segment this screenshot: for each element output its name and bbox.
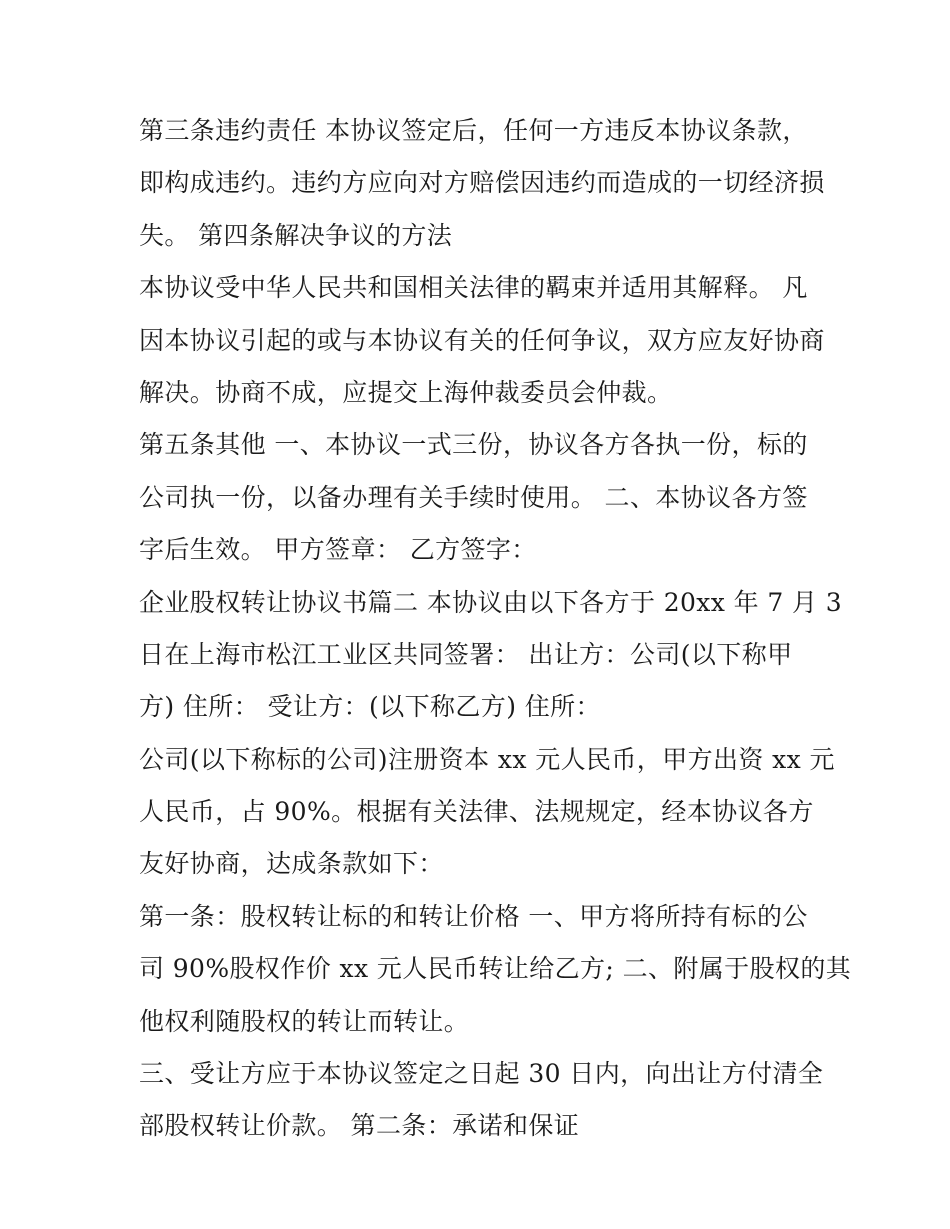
document-body xyxy=(139,105,852,1153)
text-line: 企业股权转让协议书篇二 本协议由以下各方于 20xx 年 7 月 3 xyxy=(139,587,843,617)
text-line: 三、受让方应于本协议签定之日起 30 日内，向出让方付清全 xyxy=(139,1059,824,1089)
text-line: 友好协商，达成条款如下： xyxy=(139,849,444,879)
text-line: 即构成违约。违约方应向对方赔偿因违约而造成的一切经济损 xyxy=(139,168,825,198)
text-line: 解决。协商不成，应提交上海仲裁委员会仲裁。 xyxy=(139,377,673,407)
text-line: 司 90%股权作价 xx 元人民币转让给乙方; 二、附属于股权的其 xyxy=(139,954,852,984)
text-line: 因本协议引起的或与本协议有关的任何争议，双方应友好协商 xyxy=(139,325,825,355)
text-line: 公司执一份，以备办理有关手续时使用。 二、本协议各方签 xyxy=(139,482,808,512)
text-line: 第一条：股权转让标的和转让价格 一、甲方将所持有标的公 xyxy=(139,901,808,931)
text-line: 本协议受中华人民共和国相关法律的羁束并适用其解释。 凡 xyxy=(139,273,808,303)
text-line: 字后生效。 甲方签章： 乙方签字： xyxy=(139,535,537,565)
text-line: 日在上海市松江工业区共同签署： 出让方：公司(以下称甲 xyxy=(139,639,793,669)
text-line: 公司(以下称标的公司)注册资本 xx 元人民币，甲方出资 xx 元 xyxy=(139,744,835,774)
text-line: 失。 第四条解决争议的方法 xyxy=(139,220,453,250)
text-line: 人民币，占 90%。根据有关法律、法规规定，经本协议各方 xyxy=(139,797,814,827)
text-line: 第五条其他 一、本协议一式三份，协议各方各执一份，标的 xyxy=(139,430,808,460)
text-line: 方) 住所： 受让方：(以下称乙方) 住所： xyxy=(139,692,601,722)
text-line: 第三条违约责任 本协议签定后，任何一方违反本协议条款， xyxy=(139,116,808,145)
text-line: 他权利随股权的转让而转让。 xyxy=(139,1006,470,1036)
text-line: 部股权转让价款。 第二条：承诺和保证 xyxy=(139,1111,580,1141)
